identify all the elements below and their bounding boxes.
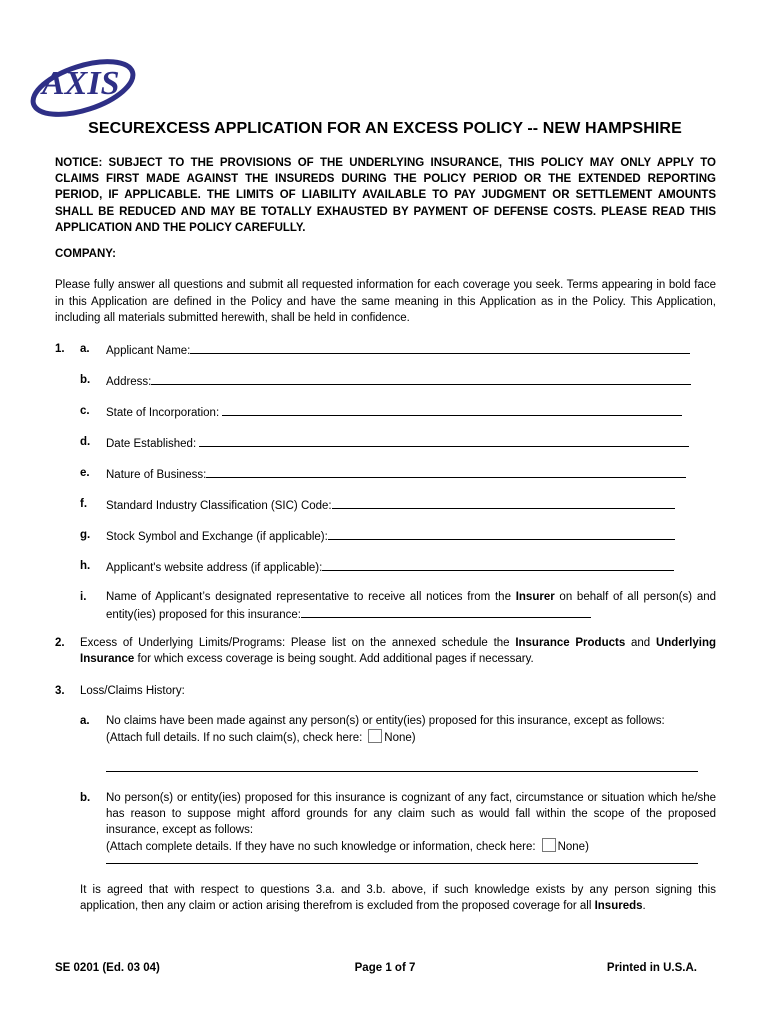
website-field[interactable] bbox=[322, 558, 674, 571]
defined-term: Underlying Insurance bbox=[80, 637, 716, 665]
question-text: Loss/Claims History: bbox=[80, 685, 185, 697]
question-text: and bbox=[625, 637, 656, 649]
item-letter: a. bbox=[80, 715, 90, 727]
question-text: for which excess coverage is being sought. Add additional pages if necessary. bbox=[134, 653, 534, 665]
question-3a bbox=[55, 713, 716, 761]
question-text: Excess of Underlying Limits/Programs: Please list on the annexed schedule the bbox=[80, 637, 516, 649]
question-3 bbox=[55, 683, 716, 699]
question-text: No claims have been made against any person(s) or entity(ies) proposed for this insurance, except as follows: bbox=[106, 715, 665, 727]
company-label: COMPANY: bbox=[55, 248, 116, 260]
page-title: SECUREXCESS APPLICATION FOR AN EXCESS POLICY -- NEW HAMPSHIRE bbox=[88, 120, 682, 137]
question-2 bbox=[55, 635, 716, 667]
item-letter: b. bbox=[80, 792, 91, 804]
item-letter: c. bbox=[80, 405, 90, 417]
page-number: Page 1 of 7 bbox=[354, 962, 416, 974]
logo-text: AXIS bbox=[42, 65, 120, 102]
question-1h bbox=[55, 558, 716, 574]
field-label: Address: bbox=[106, 376, 152, 388]
defined-term: Insurance Products bbox=[515, 637, 626, 649]
item-letter: f. bbox=[80, 498, 88, 510]
designated-representative-field[interactable] bbox=[301, 605, 591, 618]
item-letter: d. bbox=[80, 436, 91, 448]
question-text: (Attach complete details. If they have no such knowledge or information, check here: bbox=[106, 841, 536, 853]
field-label: Applicant Name: bbox=[106, 345, 191, 357]
field-label: Stock Symbol and Exchange (if applicable): bbox=[106, 531, 328, 543]
answer-line-3b[interactable] bbox=[106, 863, 698, 864]
address-field[interactable] bbox=[151, 372, 691, 385]
field-label: Standard Industry Classification (SIC) Code: bbox=[106, 500, 332, 512]
checkbox-label: None) bbox=[557, 841, 589, 853]
field-label: Nature of Business: bbox=[106, 469, 207, 481]
question-1b bbox=[55, 372, 716, 388]
applicant-name-field[interactable] bbox=[190, 341, 690, 354]
question-number: 2. bbox=[55, 637, 65, 649]
item-letter: i. bbox=[80, 591, 87, 603]
question-1f bbox=[55, 496, 716, 512]
form-number: SE 0201 (Ed. 03 04) bbox=[55, 962, 160, 974]
intro-paragraph: Please fully answer all questions and submit all requested information for each coverage you seek. Terms appearing in bold face in this Application are defined in the Policy and have the same meaning in this Application as in the Policy. This Application, including all materials submitted herewith, shall be held in confidence. bbox=[55, 279, 716, 324]
question-text: on behalf of all person(s) and entity(ies) proposed for this insurance: bbox=[106, 591, 717, 621]
question-1i bbox=[55, 589, 716, 621]
field-label: Date Established: bbox=[106, 438, 200, 450]
question-1a bbox=[55, 341, 716, 357]
notice-text: NOTICE: SUBJECT TO THE PROVISIONS OF THE UNDERLYING INSURANCE, THIS POLICY MAY ONLY APPLY TO CLAIMS FIRST MADE AGAINST THE INSUREDS DURING THE POLICY PERIOD OR THE EXTENDED REPORTING PERIOD, IF APPLICABLE. THE LIMITS OF LIABILITY AVAILABLE TO PAY JUDGMENT OR SETTLEMENT AMOUNTS SHALL BE REDUCED AND MAY BE TOTALLY EXHAUSTED BY PAYMENT OF DEFENSE COSTS. PLEASE READ THIS APPLICATION AND THE POLICY CAREFULLY. bbox=[55, 157, 716, 234]
agreement-text: . bbox=[642, 900, 646, 912]
question-number: 3. bbox=[55, 685, 65, 697]
agreement-paragraph bbox=[55, 882, 716, 914]
question-text: Name of Applicant’s designated representative to receive all notices from the bbox=[106, 591, 516, 603]
printed-in: Printed in U.S.A. bbox=[606, 962, 697, 974]
sic-code-field[interactable] bbox=[332, 496, 675, 509]
question-text: (Attach full details. If no such claim(s), check here: bbox=[106, 732, 363, 744]
item-letter: b. bbox=[80, 374, 91, 386]
question-1g bbox=[55, 527, 716, 543]
item-letter: e. bbox=[80, 467, 90, 479]
field-label: Applicant's website address (if applicable): bbox=[106, 562, 323, 574]
none-checkbox-3a[interactable] bbox=[368, 729, 382, 743]
agreement-text: It is agreed that with respect to questions 3.a. and 3.b. above, if such knowledge exists by any person signing this application, then any claim or action arising therefrom is excluded from the proposed coverage for all bbox=[80, 884, 716, 912]
state-of-incorporation-field[interactable] bbox=[222, 403, 682, 416]
none-checkbox-3b[interactable] bbox=[542, 838, 556, 852]
question-1c bbox=[55, 403, 716, 419]
question-3b bbox=[55, 790, 716, 854]
defined-term: Insureds bbox=[594, 900, 643, 912]
field-label: State of Incorporation: bbox=[106, 407, 223, 419]
item-letter: a. bbox=[80, 343, 90, 355]
item-letter: h. bbox=[80, 560, 91, 572]
axis-logo bbox=[28, 50, 138, 118]
answer-line-3a[interactable] bbox=[106, 771, 698, 772]
question-number: 1. bbox=[55, 343, 65, 355]
question-1e bbox=[55, 465, 716, 481]
date-established-field[interactable] bbox=[199, 434, 689, 447]
checkbox-label: None) bbox=[384, 732, 416, 744]
stock-symbol-field[interactable] bbox=[328, 527, 675, 540]
item-letter: g. bbox=[80, 529, 91, 541]
question-text: No person(s) or entity(ies) proposed for this insurance is cognizant of any fact, circumstance or situation which he/she has reason to suppose might afford grounds for any claim such as would fall within the scope of the proposed insurance, except as follows: bbox=[106, 792, 716, 836]
nature-of-business-field[interactable] bbox=[206, 465, 686, 478]
question-1d bbox=[55, 434, 716, 450]
defined-term: Insurer bbox=[515, 591, 555, 603]
